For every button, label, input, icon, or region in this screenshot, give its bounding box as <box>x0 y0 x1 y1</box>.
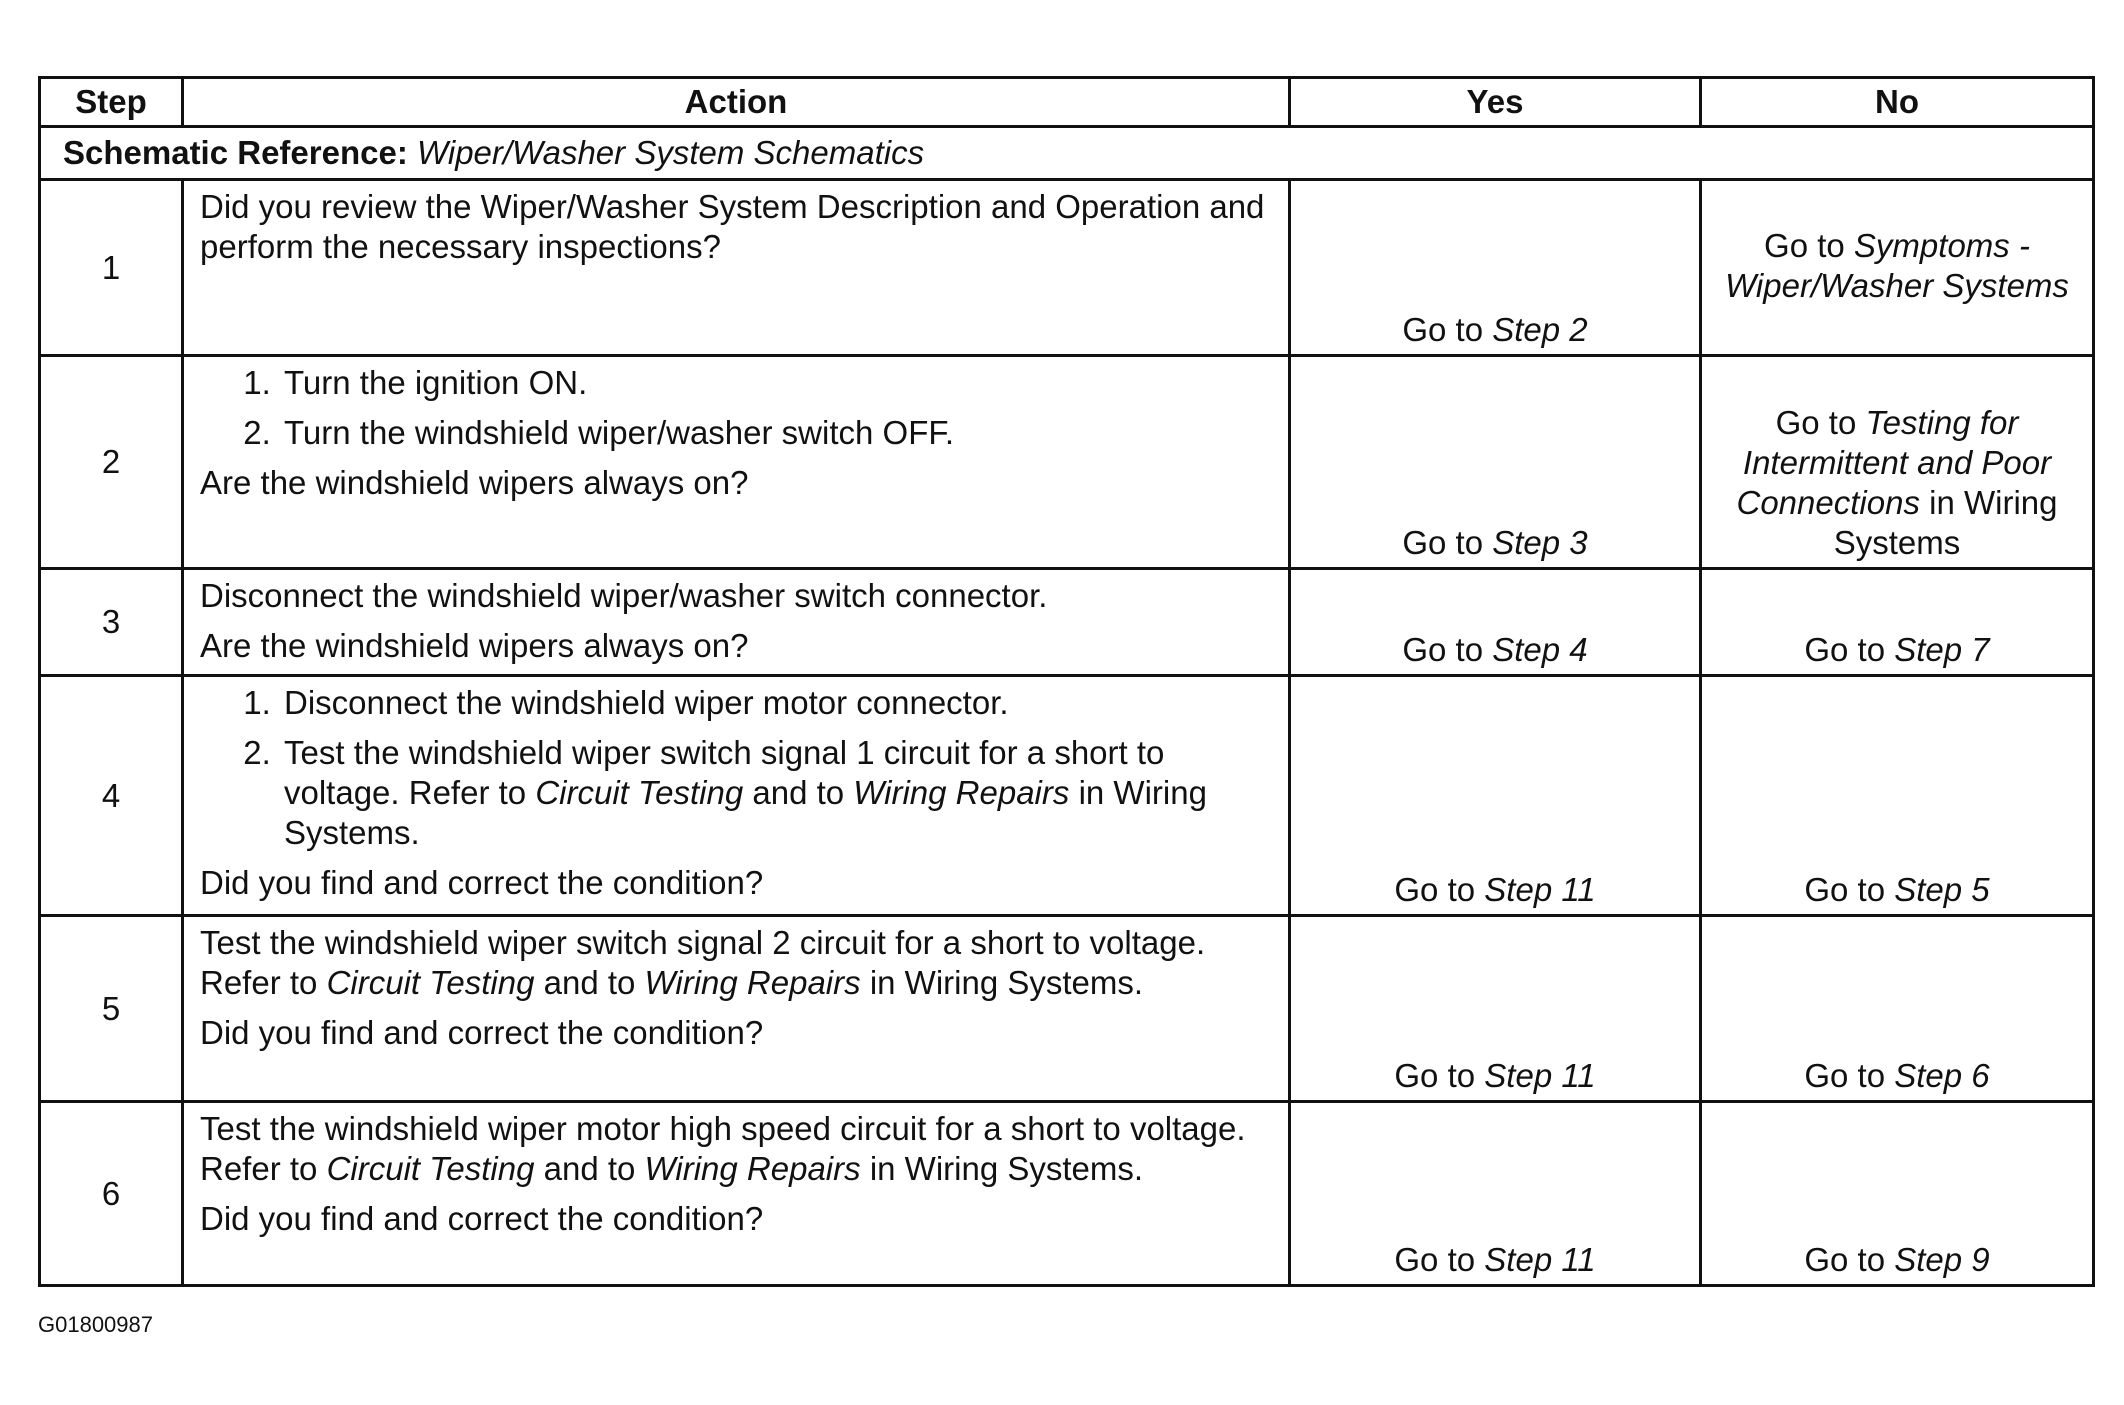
diagnostic-table-container <box>38 76 2092 1287</box>
step-number: 2 <box>40 356 183 569</box>
diagnostic-table <box>38 76 2095 1287</box>
action-text-part: and to <box>543 1150 636 1187</box>
yes-prefix: Go to <box>1394 1241 1476 1278</box>
circuit-testing-reference: Circuit Testing <box>326 964 535 1001</box>
no-prefix: Go to <box>1804 1241 1886 1278</box>
yes-cell <box>1290 569 1701 676</box>
action-step-text: in Wiring Systems. <box>284 774 1207 851</box>
yes-prefix: Go to <box>1394 1057 1476 1094</box>
yes-target: Step 2 <box>1492 311 1588 348</box>
no-target: Step 6 <box>1894 1057 1990 1094</box>
action-text: Disconnect the windshield wiper/washer switch connector. <box>200 577 1048 614</box>
action-cell <box>183 1102 1290 1286</box>
action-cell <box>183 916 1290 1102</box>
no-prefix: Go to <box>1804 631 1886 668</box>
schematic-reference-cell <box>40 127 2094 180</box>
yes-target: Step 11 <box>1484 871 1596 908</box>
yes-cell <box>1290 180 1701 356</box>
schematic-reference-row <box>40 127 2094 180</box>
figure-id: G01800987 <box>38 1312 153 1337</box>
no-target: Step 9 <box>1894 1241 1990 1278</box>
header-action: Action <box>183 78 1290 127</box>
no-cell <box>1701 676 2094 916</box>
yes-cell <box>1290 1102 1701 1286</box>
action-step-item: 2. Turn the windshield wiper/washer switch OFF. <box>280 413 1274 453</box>
action-text-part: Test the windshield wiper switch signal 2 circuit for a short to voltage. Refer to <box>200 924 1206 1001</box>
yes-prefix: Go to <box>1402 631 1484 668</box>
no-target: Symptoms - Wiper/Washer Systems <box>1725 226 2069 304</box>
action-question: Are the windshield wipers always on? <box>200 627 749 664</box>
step-number: 4 <box>40 676 183 916</box>
yes-prefix: Go to <box>1394 871 1476 908</box>
no-cell <box>1701 916 2094 1102</box>
no-cell <box>1701 356 2094 569</box>
action-question: Did you find and correct the condition? <box>200 1200 764 1237</box>
schematic-reference-link: Wiper/Washer System Schematics <box>417 134 925 171</box>
no-target: Step 7 <box>1894 631 1990 668</box>
action-question: Did you find and correct the condition? <box>200 1014 764 1051</box>
yes-prefix: Go to <box>1402 311 1484 348</box>
action-text <box>200 923 1274 1003</box>
no-prefix: Go to <box>1804 871 1886 908</box>
yes-prefix: Go to <box>1402 524 1484 561</box>
circuit-testing-reference: Circuit Testing <box>535 774 744 811</box>
wiring-repairs-reference: Wiring Repairs <box>853 774 1070 811</box>
wiring-repairs-reference: Wiring Repairs <box>644 964 861 1001</box>
action-cell <box>183 569 1290 676</box>
no-cell <box>1701 569 2094 676</box>
no-cell <box>1701 180 2094 356</box>
wiring-repairs-reference: Wiring Repairs <box>644 1150 861 1187</box>
action-cell <box>183 180 1290 356</box>
action-steps <box>200 363 1274 453</box>
schematic-reference-label: Schematic Reference: <box>63 134 408 171</box>
action-text: Did you review the Wiper/Washer System Description and Operation and perform the necessary inspections? <box>200 188 1265 265</box>
circuit-testing-reference: Circuit Testing <box>326 1150 535 1187</box>
table-row <box>40 356 2094 569</box>
action-text-part: in Wiring Systems. <box>869 964 1144 1001</box>
header-no: No <box>1701 78 2094 127</box>
table-row <box>40 1102 2094 1286</box>
action-steps <box>200 683 1274 853</box>
yes-target: Step 4 <box>1492 631 1588 668</box>
header-step: Step <box>40 78 183 127</box>
action-text-part: Test the windshield wiper motor high speed circuit for a short to voltage. Refer to <box>200 1110 1246 1187</box>
no-prefix: Go to <box>1775 404 1857 441</box>
no-suffix: in Wiring Systems <box>1833 484 2058 561</box>
no-target: Step 5 <box>1894 871 1990 908</box>
action-question: Are the windshield wipers always on? <box>200 464 749 501</box>
table-row <box>40 180 2094 356</box>
no-cell <box>1701 1102 2094 1286</box>
action-text <box>200 1109 1274 1189</box>
table-row <box>40 676 2094 916</box>
step-number: 1 <box>40 180 183 356</box>
yes-target: Step 11 <box>1484 1057 1596 1094</box>
action-step-item: 1. Turn the ignition ON. <box>280 363 1274 403</box>
step-number: 5 <box>40 916 183 1102</box>
no-prefix: Go to <box>1804 1057 1886 1094</box>
yes-cell <box>1290 916 1701 1102</box>
action-step-text: Test the windshield wiper switch signal 1 circuit for a short to voltage. Refer to <box>284 734 1165 811</box>
yes-cell <box>1290 676 1701 916</box>
table-row <box>40 569 2094 676</box>
yes-cell <box>1290 356 1701 569</box>
step-number: 3 <box>40 569 183 676</box>
no-prefix: Go to <box>1764 226 1845 264</box>
action-step-item <box>280 733 1274 853</box>
header-row <box>40 78 2094 127</box>
action-step-item: 1. Disconnect the windshield wiper motor connector. <box>280 683 1274 723</box>
action-question: Did you find and correct the condition? <box>200 864 764 901</box>
action-text-part: in Wiring Systems. <box>869 1150 1144 1187</box>
step-number: 6 <box>40 1102 183 1286</box>
table-row <box>40 916 2094 1102</box>
yes-target: Step 11 <box>1484 1241 1596 1278</box>
header-yes: Yes <box>1290 78 1701 127</box>
no-target: Testing for Intermittent and Poor Connections <box>1736 404 2052 521</box>
action-text-part: and to <box>543 964 636 1001</box>
action-cell <box>183 356 1290 569</box>
yes-target: Step 3 <box>1492 524 1588 561</box>
action-cell <box>183 676 1290 916</box>
action-step-text: and to <box>752 774 845 811</box>
